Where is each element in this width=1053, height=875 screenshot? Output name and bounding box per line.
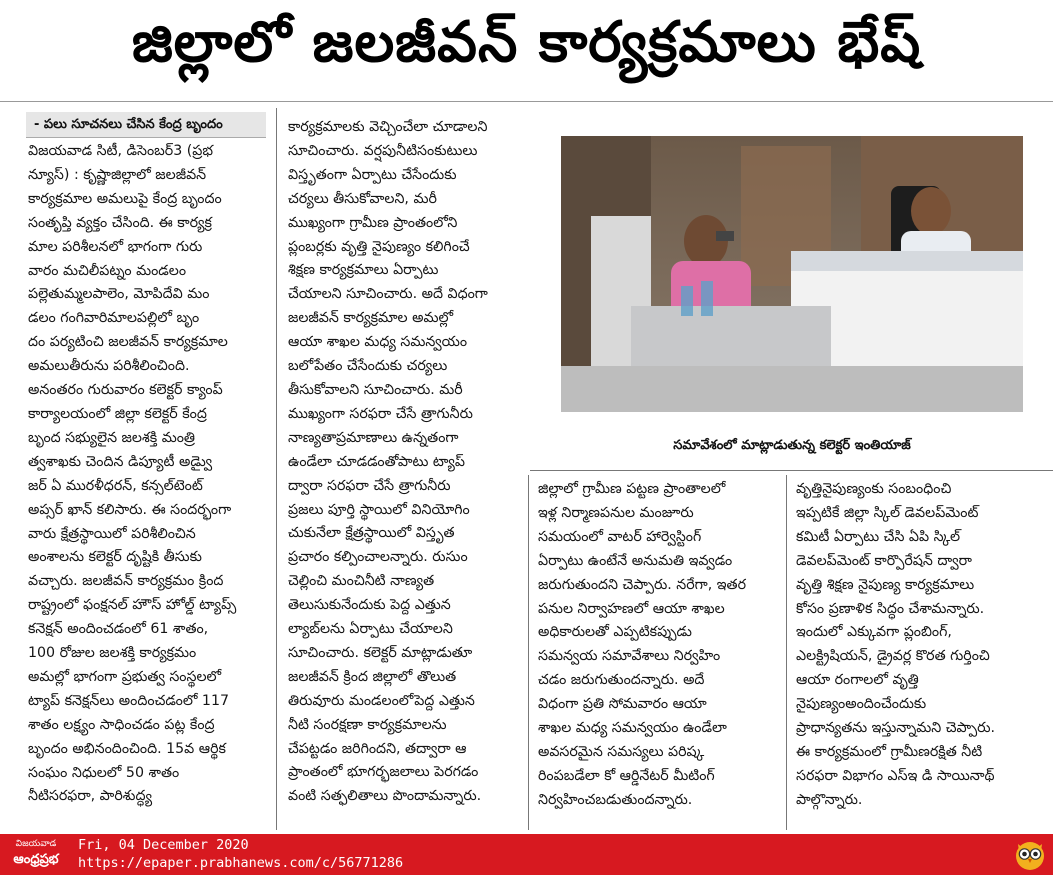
text-line: సూచించారు. కలెక్టర్‌ మాట్లాడుతూ xyxy=(288,644,473,661)
text-line: బృంద సభ్యులైన జలశక్తి మంత్రి xyxy=(28,429,195,446)
text-line: అధికారులతో ఎప్పటికప్పుడు xyxy=(538,624,692,641)
text-line: పనుల నిర్వాహణలో ఆయా శాఖల xyxy=(538,600,725,617)
text-line: వృత్తి శిక్షణ నైపుణ్య కార్యక్రమాలు xyxy=(796,576,975,593)
text-line: శాతం లక్ష్యం సాధించడం పట్ల కేంద్ర xyxy=(28,716,215,733)
text-line: విజయవాడ సిటీ, డిసెంబర్‌3 (ప్రభ xyxy=(28,143,214,159)
text-line: చెల్లించి మంచినీటి నాణ్యత xyxy=(288,573,435,590)
text-line: శాఖల మధ్య సమన్వయం ఉండేలా xyxy=(538,720,727,737)
text-line: అంశాలను కలెక్టర్‌ దృష్టికి తీసుకు xyxy=(28,549,202,566)
text-line: చుకునేలా క్షేత్రస్థాయిలో విస్తృత xyxy=(288,525,455,542)
article-url[interactable]: https://epaper.prabhanews.com/c/56771286 xyxy=(78,855,404,871)
logo-name: ఆంధ్రప్రభ xyxy=(13,852,59,867)
text-line: ద్వారా సరఫరా చేసే త్రాగునీరు xyxy=(288,477,451,494)
owl-icon xyxy=(1013,837,1047,871)
text-line: చర్యలు తీసుకోవాలని, మరీ xyxy=(288,190,437,207)
text-line: సరఫరా విభాగం ఎస్‌ఇ డి సాయినాథ్‌ xyxy=(796,767,995,784)
text-line: డెవలప్‌మెంట్‌ కార్పొరేషన్‌ ద్వారా xyxy=(796,552,972,569)
text-line: ఆయా శాఖల మధ్య సమన్వయం xyxy=(288,334,468,351)
text-line: శిక్షణ కార్యక్రమాలు ఏర్పాటు xyxy=(288,262,439,279)
text-line: నిర్వహించబడుతుందన్నారు. xyxy=(538,791,693,808)
logo-edition: విజయవాడ xyxy=(15,839,57,849)
text-line: కనెక్షన్‌ అందించడంలో 61 శాతం, xyxy=(28,621,209,638)
footer-meta xyxy=(78,836,403,872)
text-line: సమన్వయ సమావేశాలు నిర్వహిం xyxy=(538,648,721,665)
text-line: ప్రచారం కల్పించాలన్నారు. రుసుం xyxy=(288,549,468,566)
text-line: కార్యక్రమాల అమలుపై కేంద్ర బృందం xyxy=(28,190,222,207)
column-divider xyxy=(786,475,787,830)
text-line: అప్సర్‌ ఖాన్‌ కలిసారు. ఈ సందర్భంగా xyxy=(28,501,232,518)
text-line: సూచించారు. వర్షపునీటిసంకుటులు xyxy=(288,142,478,159)
text-line: చేయాలని సూచించారు. అదే విధంగా xyxy=(288,286,488,303)
text-line: న్యూస్‌) : కృష్ణాజిల్లాలో జలజీవన్‌ xyxy=(28,166,207,183)
text-line: ల్యాబ్‌లను ఏర్పాటు చేయాలని xyxy=(288,621,453,638)
article-column-2 xyxy=(288,116,524,809)
article-column-3 xyxy=(538,478,784,813)
caption-divider xyxy=(530,470,1053,471)
text-line: జరుగుతుందని చెప్పారు. నరేగా, ఇతర xyxy=(538,576,746,593)
publication-date: Fri, 04 December 2020 xyxy=(78,837,249,853)
text-line: విధంగా ప్రతి సోమవారం ఆయా xyxy=(538,696,707,713)
text-line: బలోపేతం చేసేందుకు చర్యలు xyxy=(288,358,448,375)
article-photo xyxy=(561,136,1023,412)
text-line: ఏర్పాటు ఉంటేనే అనుమతి ఇవ్వడం xyxy=(538,552,733,569)
text-line: కోసం ప్రణాళిక సిద్ధం చేశామన్నారు. xyxy=(796,600,985,617)
text-line: కార్యక్రమాలకు వెచ్చించేలా చూడాలని xyxy=(288,119,488,135)
subhead: - పలు సూచనలు చేసిన కేంద్ర బృందం xyxy=(26,112,266,138)
text-line: సమయంలో వాటర్‌ హార్వెస్టింగ్‌ xyxy=(538,528,702,545)
divider xyxy=(0,101,1053,102)
column-divider xyxy=(276,108,277,830)
text-line: సంతృప్తి వ్యక్తం చేసింది. ఈ కార్యక్ర xyxy=(28,214,212,231)
article-column-4 xyxy=(796,478,1048,813)
meeting-photo-illustration xyxy=(561,136,1023,412)
text-line: ముఖ్యంగా గ్రామీణ ప్రాంతంలోని xyxy=(288,214,458,231)
text-line: పల్లెతుమ్మలపాలెం, మోపిదేవి మం xyxy=(28,286,210,303)
text-line: నైపుణ్యంఅందించేందుకు xyxy=(796,696,927,713)
text-line: దం పర్యటించి జలజీవన్‌ కార్యక్రమాల xyxy=(28,334,228,351)
text-line: తెలుసుకునేందుకు పెద్ద ఎత్తున xyxy=(288,597,451,614)
text-line: ఇందులో ఎక్కువగా ప్లంబింగ్‌, xyxy=(796,624,952,641)
column-divider xyxy=(528,475,529,830)
text-line: తీసుకోవాలని సూచించారు. మరీ xyxy=(288,381,463,398)
text-line: వారు క్షేత్రస్థాయిలో పరిశీలించిన xyxy=(28,525,196,542)
text-line: ఉండేలా చూడడంతోపాటు ట్యాప్‌ xyxy=(288,453,465,470)
text-line: ఆయా రంగాలలో వృత్తి xyxy=(796,672,919,689)
publication-logo[interactable] xyxy=(0,834,72,875)
text-line: పాల్గొన్నారు. xyxy=(796,791,863,808)
text-line: రాష్ట్రంలో ఫంక్షనల్‌ హౌస్‌ హోల్డ్‌ ట్యాప్స్‌ xyxy=(28,597,237,614)
text-line: జిల్లాలో గ్రామీణ పట్టణ ప్రాంతాలలో xyxy=(538,481,726,497)
text-line: రింపబడేలా కో ఆర్డినేటర్‌ మీటింగ్‌ xyxy=(538,767,715,784)
text-line: తిరువూరు మండలంలోపెద్ద ఎత్తున xyxy=(288,692,475,709)
text-line: ముఖ్యంగా సరఫరా చేసే త్రాగునీరు xyxy=(288,405,473,422)
text-line: అనంతరం గురువారం కలెక్టర్‌ క్యాంప్‌ xyxy=(28,382,223,399)
text-line: ప్రజలు పూర్తి స్థాయిలో వినియోగిం xyxy=(288,501,470,518)
article-column-1 xyxy=(28,140,268,809)
footer-bar xyxy=(0,834,1053,875)
text-line: వచ్చారు. జలజీవన్‌ కార్యక్రమం క్రింద xyxy=(28,573,224,590)
text-line: జలజీవన్‌ కార్యక్రమాల అమల్లో xyxy=(288,310,454,327)
text-line: అమల్లో భాగంగా ప్రభుత్వ సంస్థలలో xyxy=(28,668,222,685)
text-line: మాల పరిశీలనలో భాగంగా గురు xyxy=(28,238,203,255)
text-line: 100 రోజుల జలశక్తి కార్యక్రమం xyxy=(28,645,197,662)
photo-caption: సమావేశంలో మాట్లాడుతున్న కలెక్టర్‌ ఇంతియాజ్‌ xyxy=(673,438,911,453)
text-line: ప్లంబర్లకు వృత్తి నైపుణ్యం కలిగించే xyxy=(288,238,470,255)
text-line: ఇప్పటికే జిల్లా స్కిల్‌ డెవలప్‌మెంట్‌ xyxy=(796,504,979,521)
text-line: బృందం అభినందించింది. 15వ ఆర్థిక xyxy=(28,740,226,757)
text-line: అవసరమైన సమస్యలు పరిష్క xyxy=(538,743,705,760)
text-line: చేపట్టడం జరిగిందని, తద్వారా ఆ xyxy=(288,740,467,757)
text-line: వృత్తినైపుణ్యంకు సంబంధించి xyxy=(796,481,952,497)
text-line: కార్యాలయంలో జిల్లా కలెక్టర్‌ కేంద్ర xyxy=(28,405,207,422)
text-line: నీటి సంరక్షణా కార్యక్రమాలను xyxy=(288,716,447,733)
text-line: నీటిసరఫరా, పారిశుద్ధ్య xyxy=(28,788,153,805)
text-line: నాణ్యతాప్రమాణాలు ఉన్నతంగా xyxy=(288,429,459,446)
headline: జిల్లాలో జలజీవన్‌ కార్యక్రమాలు భేష్‌ xyxy=(131,9,922,75)
text-line: వంటి సత్ఫలితాలు పొందామన్నారు. xyxy=(288,788,482,805)
text-line: ప్రాధాన్యతను ఇస్తున్నామని చెప్పారు. xyxy=(796,720,996,737)
text-line: డలం గంగివారిమాలపల్లిలో బృం xyxy=(28,310,200,327)
text-line: జలజీవన్‌ క్రింద జిల్లాలో తొలుత xyxy=(288,668,457,685)
text-line: ఈ కార్యక్రమంలో గ్రామీణరక్షిత నీటి xyxy=(796,743,983,760)
text-line: అమలుతీరును పరిశీలించింది. xyxy=(28,358,190,375)
text-line: జర్‌ ఏ మురళీధరన్‌, కన్సల్‌టెంట్‌ xyxy=(28,477,203,494)
text-line: విస్తృతంగా ఏర్పాటు చేసేందుకు xyxy=(288,166,457,183)
text-line: ట్యాప్‌ కనెక్షన్‌లు అందించడంలో 117 xyxy=(28,692,230,709)
text-line: త్వశాఖకు చెందిన డిప్యూటీ అడ్వైు xyxy=(28,453,213,470)
text-line: ఎలక్ట్రిషియన్‌, డ్రైవర్ల కొరత గుర్తించి xyxy=(796,648,990,665)
text-line: చడం జరుగుతుందన్నారు. అదే xyxy=(538,672,705,689)
text-line: ప్రాంతంలో భూగర్భజలాలు పెరగడం xyxy=(288,764,479,781)
text-line: వారం మచిలీపట్నం మండలం xyxy=(28,262,187,279)
text-line: సంఘం నిధులలో 50 శాతం xyxy=(28,764,180,781)
text-line: కమిటీ ఏర్పాటు చేసి ఏపి స్కిల్‌ xyxy=(796,528,961,545)
text-line: ఇళ్ల నిర్మాణపనుల మంజూరు xyxy=(538,504,694,521)
